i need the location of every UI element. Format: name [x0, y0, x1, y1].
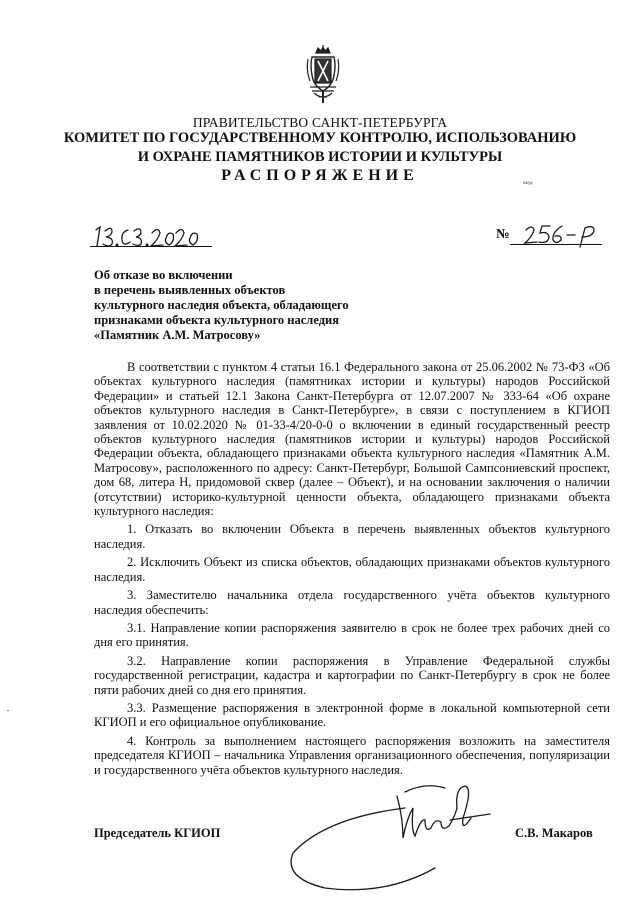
number-label: № [496, 226, 510, 241]
subject-line-5: «Памятник А.М. Матросову» [94, 328, 261, 342]
handwritten-signature-icon [285, 778, 500, 893]
document-body [94, 360, 610, 781]
subject-line-3: культурного наследия объекта, обладающего [94, 298, 349, 312]
item-3-2-paragraph: 3.2. Направление копии распоряжения в Управление Федеральной службы государственной регистрации, кадастра и картографии по Санкт-Петербургу в срок не более пяти рабочих дней со дня его принятия. [94, 653, 610, 697]
document-type-title: РАСПОРЯЖЕНИЕ [221, 167, 419, 184]
signatory-position: Председатель КГИОП [94, 826, 221, 840]
subject-line-2: в перечень выявленных объектов [94, 283, 286, 297]
item-3-paragraph: 3. Заместителю начальника отдела государственного учёта объектов культурного наследия обеспечить: [94, 588, 610, 617]
preamble-paragraph: В соответствии с пунктом 4 статьи 16.1 Федерального закона от 25.06.2002 № 73-ФЗ «Об объектах культурного наследия (памятниках истории и культуры) народов Российской Федерации» и статьей 12.1 Закона Санкт-Петербурга от 12.07.2007 № 333-64 «Об охране объектов культурного наследия в Санкт-Петербурге», в связи с поступлением в КГИОП заявления от 10.02.2020 № 01-33-4/20-0-0 о включении в единый государственный реестр объектов культурного наследия (памятников истории и культуры) народов Российской Федерации объекта, обладающего признаками объекта культурного наследия «Памятник А.М. Матросову», расположенного по адресу: Санкт-Петербург, Большой Сампсониевский проспект, дом 68, литера Н, придомовой сквер (далее – Объект), и на основании заключения о наличии (отсутствии) историко-культурной ценности объекта, обладающего признаками объекта культурного наследия: [94, 360, 610, 519]
subject-line-1: Об отказе во включении [94, 268, 233, 282]
date-underline [90, 246, 212, 247]
committee-title-line-2: И ОХРАНЕ ПАМЯТНИКОВ ИСТОРИИ И КУЛЬТУРЫ [137, 149, 503, 165]
committee-title-line-1: КОМИТЕТ ПО ГОСУДАРСТВЕННОМУ КОНТРОЛЮ, ИСПОЛЬЗОВАНИЮ [63, 130, 577, 146]
subject-line-4: признаками объекта культурного наследия [94, 313, 339, 327]
number-underline [510, 244, 602, 245]
item-2-paragraph: 2. Исключить Объект из списка объектов, обладающих признаками объектов культурного наследия. [94, 555, 610, 584]
margin-mark [7, 710, 9, 711]
item-1-paragraph: 1. Отказать во включении Объекта в перечень выявленных объектов культурного наследия. [94, 522, 610, 551]
coat-of-arms-icon [306, 45, 340, 105]
item-3-1-paragraph: 3.1. Направление копии распоряжения заявителю в срок не более трех рабочих дней со дня его принятия. [94, 620, 610, 650]
government-title: ПРАВИТЕЛЬСТВО САНКТ-ПЕТЕРБУРГА [192, 115, 448, 130]
item-4-paragraph: 4. Контроль за выполнением настоящего распоряжения возложить на заместителя председателя КГИОП – начальника Управления организационного обеспечения, популяризации и государственного учёта объектов культурного наследия. [94, 733, 610, 777]
item-3-3-paragraph: 3.3. Размещение распоряжения в электронной форме в локальной компьютерной сети КГИОП и его официальное опубликование. [94, 700, 610, 730]
okud-label: окуд [523, 181, 533, 186]
document-subject [94, 268, 414, 343]
committee-title [0, 129, 640, 167]
signatory-name: С.В. Макаров [515, 826, 593, 840]
